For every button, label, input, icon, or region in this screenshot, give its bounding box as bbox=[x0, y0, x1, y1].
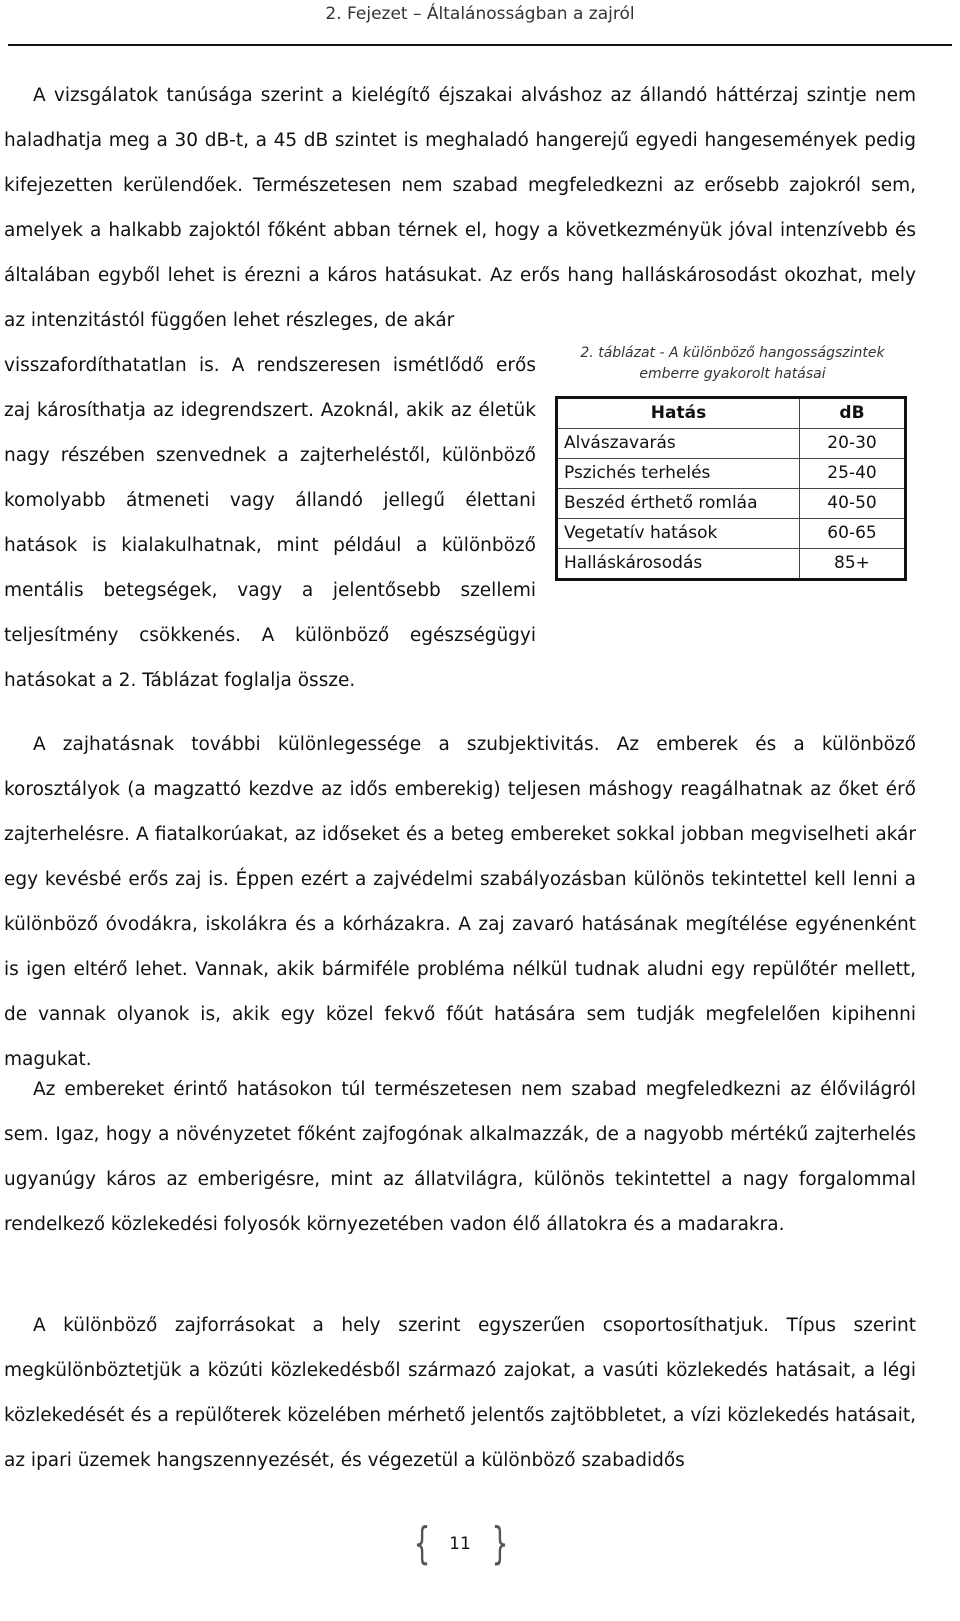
paragraph-3-text: Az embereket érintő hatásokon túl természetesen nem szabad megfeledkezni az élővilágról sem. Igaz, hogy a növényzetet főként zajfogónak alkalmazzák, de a nagyobb mértékű zajterhelés ugyanúgy káros az emberigésre, mint az állatvilágra, különös tekintettel a nagy forgalommal rendelkező közlekedési folyosók környezetében vadon élő állatokra és a madarakra. bbox=[4, 1079, 916, 1235]
page-header: 2. Fejezet – Általánosságban a zajról bbox=[325, 4, 635, 24]
effect-cell: Beszéd érthető romláa bbox=[557, 489, 800, 519]
right-brace-ornament: } bbox=[491, 1518, 509, 1569]
table-header-row bbox=[557, 398, 906, 429]
page-footer bbox=[400, 1518, 520, 1572]
table-row bbox=[557, 549, 906, 580]
db-cell: 20-30 bbox=[800, 429, 906, 459]
paragraph-4-text: A különböző zajforrásokat a hely szerint egyszerűen csoportosíthatjuk. Típus szerint megkülönböztetjük a közúti közlekedésből származó zajokat, a vasúti közlekedés hatásait, a légi közlekedését és a repülőterek közelében mérhető jelentős zajtöbbletet, a vízi közlekedés hatásait, az ipari üzemek hangszennyezését, és végezetül a különböző szabadidős bbox=[4, 1315, 916, 1471]
db-cell: 25-40 bbox=[800, 459, 906, 489]
db-cell: 60-65 bbox=[800, 519, 906, 549]
table-row bbox=[557, 429, 906, 459]
header-divider bbox=[8, 44, 952, 46]
column-header-effect: Hatás bbox=[557, 398, 800, 429]
effect-cell: Pszichés terhelés bbox=[557, 459, 800, 489]
paragraph-1 bbox=[4, 73, 916, 343]
table-row bbox=[557, 489, 906, 519]
table-row bbox=[557, 519, 906, 549]
paragraph-1-continued: visszafordíthatatlan is. A rendszeresen ismétlődő erős zaj károsíthatja az idegrendszert. Azoknál, akik az életük nagy részében szenvednek a zajterheléstől, különböző komolyabb átmeneti vagy állandó jellegű élettani hatások is kialakulhatnak, mint például a különböző mentális betegségek, vagy a jelentősebb szellemi teljesítmény csökkenés. A különböző egészségügyi hatásokat a 2. Táblázat foglalja össze. bbox=[4, 355, 536, 691]
paragraph-4 bbox=[4, 1303, 916, 1483]
page-number: 11 bbox=[449, 1534, 471, 1554]
effect-cell: Alvászavarás bbox=[557, 429, 800, 459]
paragraph-2-text: A zajhatásnak további különlegessége a szubjektivitás. Az emberek és a különböző korosztályok (a magzattó kezdve az idős emberekig) teljesen máshogy reagálhatnak az őket érő zajterhelésre. A fiatalkorúakat, az időseket és a beteg embereket sokkal jobban megviselheti akár egy kevésbé erős zaj is. Éppen ezért a zajvédelmi szabályozásban különös tekintettel kell lenni a különböző óvodákra, iskolákra és a kórházakra. A zaj zavaró hatásának megítélése egyénenként is igen eltérő lehet. Vannak, akik bármiféle probléma nélkül tudnak aludni egy repülőtér mellett, de vannak olyanok is, akik egy közel fekvő főút hatására sem tudják megfelelően kipihenni magukat. bbox=[4, 734, 916, 1070]
paragraph-3 bbox=[4, 1067, 916, 1247]
column-header-db: dB bbox=[800, 398, 906, 429]
table-figure bbox=[555, 343, 910, 581]
effect-cell: Halláskárosodás bbox=[557, 549, 800, 580]
paragraph-1-text: A vizsgálatok tanúsága szerint a kielégítő éjszakai alváshoz az állandó háttérzaj szintje nem haladhatja meg a 30 dB-t, a 45 dB szintet is meghaladó hangerejű egyedi hangesemények pedig kifejezetten kerülendőek. Természetesen nem szabad megfeledkezni az erősebb zajokról sem, amelyek a halkabb zajoktól főként abban térnek el, hogy a következményük jóval intenzívebb és általában egyből lehet is érezni a káros hatásukat. Az erős hang halláskárosodást okozhat, mely az intenzitástól függően lehet részleges, de akár bbox=[4, 85, 916, 331]
left-brace-ornament: { bbox=[413, 1518, 431, 1569]
table-row bbox=[557, 459, 906, 489]
db-cell: 85+ bbox=[800, 549, 906, 580]
db-cell: 40-50 bbox=[800, 489, 906, 519]
effects-table bbox=[555, 396, 907, 581]
paragraph-2 bbox=[4, 722, 916, 1082]
table-caption: 2. táblázat - A különböző hangosságszintek emberre gyakorolt hatásai bbox=[580, 345, 885, 382]
effect-cell: Vegetatív hatások bbox=[557, 519, 800, 549]
